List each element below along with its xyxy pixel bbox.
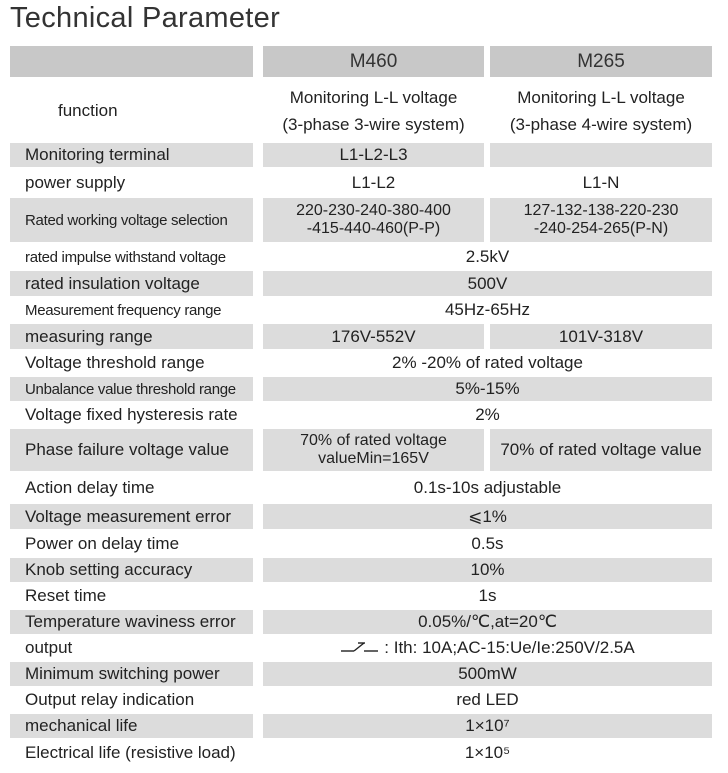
table-row	[0, 403, 728, 427]
shared-value: 2.5kV	[465, 247, 510, 266]
shared-value: 2%	[475, 405, 500, 424]
shared-value: 5%-15%	[263, 377, 712, 401]
row-label: Power on delay time	[25, 533, 180, 553]
shared-value: 45Hz-65Hz	[444, 300, 531, 319]
row-label: Electrical life (resistive load)	[25, 743, 236, 762]
m460-value-line2: valueMin=165V	[318, 450, 429, 467]
table-row	[0, 245, 728, 269]
table-row	[0, 170, 728, 195]
shared-value: 0.5s	[471, 533, 504, 553]
shared-value: 1s	[478, 586, 497, 605]
table-row	[0, 377, 728, 401]
shared-value: 2% -20% of rated voltage	[392, 353, 583, 372]
row-label: rated insulation voltage	[10, 271, 253, 296]
m460-function-line2: (3-phase 3-wire system)	[282, 115, 465, 134]
table-row	[0, 662, 728, 686]
shared-value: 500V	[263, 271, 712, 296]
table-row	[0, 740, 728, 766]
table-row	[0, 298, 728, 322]
table-row	[0, 584, 728, 608]
m460-function	[263, 82, 484, 140]
table-row	[0, 610, 728, 634]
table-row	[0, 143, 728, 167]
row-label: power supply	[25, 172, 126, 192]
m265-function	[490, 82, 712, 140]
row-label: Voltage fixed hysteresis rate	[25, 405, 238, 424]
m265-value: 70% of rated voltage value	[490, 429, 712, 471]
table-row-function	[0, 82, 728, 140]
header-blank	[10, 46, 253, 77]
m460-value: L1-L2-L3	[263, 143, 484, 167]
table-row	[0, 714, 728, 738]
shared-value: 10%	[263, 558, 712, 582]
table-row	[0, 636, 728, 660]
table-row	[0, 429, 728, 471]
shared-value: 0.1s-10s adjustable	[413, 477, 562, 497]
table-row	[0, 271, 728, 296]
m460-value-line1: 220-230-240-380-400	[296, 202, 451, 219]
table-row	[0, 324, 728, 349]
m265-value	[490, 198, 712, 242]
table-header-row	[0, 46, 728, 77]
m265-function-line1: Monitoring L-L voltage	[517, 88, 685, 107]
m265-function-line2: (3-phase 4-wire system)	[509, 115, 693, 134]
shared-value: 1×10⁷	[263, 714, 712, 738]
table-row	[0, 531, 728, 556]
m460-value-line2: -415-440-460(P-P)	[306, 220, 441, 237]
row-label: function	[58, 101, 118, 120]
m265-value: L1-N	[582, 172, 620, 192]
relay-contact-icon	[340, 641, 380, 655]
row-label: Minimum switching power	[10, 662, 253, 686]
m460-value: 176V-552V	[263, 324, 484, 349]
row-label: Action delay time	[25, 477, 155, 497]
header-m460: M460	[263, 46, 484, 77]
shared-value: ⩽1%	[263, 504, 712, 529]
row-label: Reset time	[25, 586, 107, 605]
row-label: output	[25, 638, 73, 657]
table-row	[0, 198, 728, 242]
table-row	[0, 504, 728, 529]
row-label: Temperature waviness error	[10, 610, 253, 634]
row-label: Measurement frequency range	[25, 301, 222, 319]
shared-value: 1×10⁵	[464, 743, 511, 762]
row-label: Voltage threshold range	[25, 353, 205, 372]
m265-value-line1: 127-132-138-220-230	[523, 202, 679, 219]
table-row	[0, 688, 728, 712]
shared-value	[263, 636, 712, 660]
row-label: mechanical life	[10, 714, 253, 738]
row-label: Phase failure voltage value	[10, 429, 253, 471]
m460-value-line1: 70% of rated voltage	[300, 432, 447, 449]
output-spec: : Ith: 10A;AC-15:Ue/Ie:250V/2.5A	[384, 638, 635, 657]
m460-value	[263, 198, 484, 242]
row-label: Rated working voltage selection	[10, 198, 253, 242]
table-row	[0, 558, 728, 582]
shared-value: 500mW	[263, 662, 712, 686]
header-m265: M265	[490, 46, 712, 77]
m460-function-line1: Monitoring L-L voltage	[289, 88, 458, 107]
m460-value: L1-L2	[351, 172, 396, 192]
row-label: Knob setting accuracy	[10, 558, 253, 582]
m460-value	[263, 429, 484, 471]
table-row	[0, 351, 728, 375]
page-title: Technical Parameter	[10, 2, 281, 34]
row-label: Unbalance value threshold range	[10, 377, 253, 401]
row-label: Voltage measurement error	[10, 504, 253, 529]
row-label: measuring range	[10, 324, 253, 349]
m265-value	[490, 143, 712, 167]
m265-value: 101V-318V	[490, 324, 712, 349]
shared-value: red LED	[456, 690, 519, 709]
row-label: Output relay indication	[25, 690, 195, 709]
row-label: rated impulse withstand voltage	[25, 248, 226, 266]
table-row	[0, 474, 728, 501]
shared-value: 0.05%/℃,at=20℃	[263, 610, 712, 634]
row-label: Monitoring terminal	[10, 143, 253, 167]
m265-value-line2: -240-254-265(P-N)	[533, 220, 669, 237]
